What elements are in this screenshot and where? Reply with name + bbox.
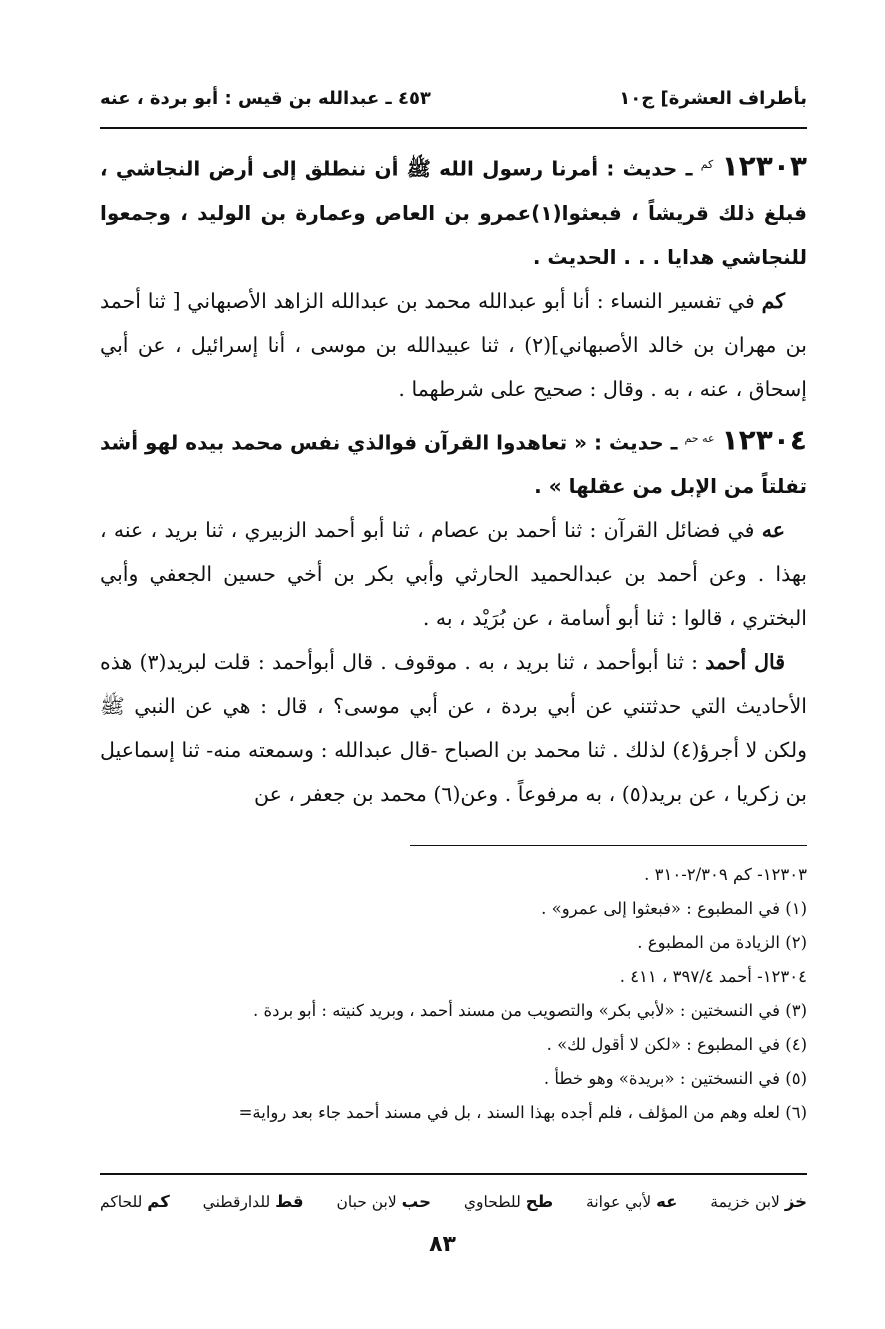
- footnotes: [100, 858, 807, 1130]
- abbreviation-code: طح: [525, 1191, 554, 1211]
- hadith-entry: [100, 417, 807, 509]
- hadith-sigla: عه حم: [684, 431, 715, 445]
- source-text: : ثنا أبوأحمد ، ثنا بريد ، به . موقوف . قال أبوأحمد : قلت لبريد(٣) هذه الأحاديث التي حدثتني عن أبي بردة ، عن أبي موسى؟ ، قال : هي عن النبي ﷺ ولكن لا أجرؤ(٤) لذلك . ثنا محمد بن الصباح -قال عبدالله : وسمعته منه- ثنا إسماعيل بن زكريا ، عن بريد(٥) ، به مرفوعاً . وعن(٦) محمد بن جعفر ، عن: [100, 650, 807, 807]
- hadith-sigla: كم: [700, 158, 714, 171]
- source-paragraph: [100, 279, 807, 411]
- source-text: في تفسير النساء : أنا أبو عبدالله محمد بن عبدالله الزاهد الأصبهاني [ ثنا أحمد بن مهران بن خالد الأصبهاني](٢) ، ثنا عبيدالله بن موسى ، أنا إسرائيل ، عن أبي إسحاق ، عنه ، به . وقال : صحيح على شرطهما .: [100, 288, 807, 401]
- abbreviation-name: للدارقطني: [202, 1192, 271, 1211]
- abbreviation-rule: [100, 1173, 807, 1175]
- header-right: بأطراف العشرة] ج١٠: [619, 87, 807, 109]
- footnote-rule: [410, 845, 807, 846]
- abbreviation-name: للطحاوي: [463, 1192, 521, 1211]
- header-left: ٤٥٣ ـ عبدالله بن قيس : أبو بردة ، عنه: [100, 87, 431, 109]
- header-rule: [100, 127, 807, 129]
- abbreviation-item: [336, 1192, 431, 1211]
- abbreviation-code: خز: [784, 1191, 807, 1211]
- running-header: [100, 80, 807, 116]
- footnote: (٥) في النسختين : «بريدة» وهو خطأ .: [543, 1069, 807, 1088]
- footnote: (٣) في النسختين : «لأبي بكر» والتصويب من مسند أحمد ، وبريد كنيته : أبو بردة .: [253, 1001, 807, 1020]
- footnote: (٦) لعله وهم من المؤلف ، فلم أجده بهذا السند ، بل في مسند أحمد جاء بعد رواية=: [238, 1103, 807, 1122]
- hadith-number: ١٢٣٠٤: [721, 423, 807, 457]
- abbreviation-key: [100, 1184, 807, 1218]
- abbreviation-name: للحاكم: [100, 1192, 143, 1211]
- abbreviation-code: حب: [401, 1191, 432, 1211]
- page-number: ٨٣: [429, 1232, 456, 1257]
- abbreviation-item: [586, 1192, 677, 1211]
- abbreviation-name: لابن حبان: [336, 1192, 397, 1211]
- footnote: ١٢٣٠٣- كم ٢/٣٠٩-٣١٠ .: [644, 865, 807, 884]
- hadith-entry: [100, 143, 807, 279]
- hadith-text: ـ حديث : « تعاهدوا القرآن فوالذي نفس محمد بيده لهو أشد تفلتاً من الإبل من عقلها » .: [100, 430, 807, 499]
- abbreviation-item: [710, 1192, 807, 1211]
- footnote: (٤) في المطبوع : «لكن لا أقول لك» .: [546, 1035, 807, 1054]
- abbreviation-item: [464, 1192, 553, 1211]
- abbreviation-item: [100, 1192, 170, 1211]
- abbreviation-item: [203, 1192, 304, 1211]
- abbreviation-code: قط: [275, 1191, 304, 1211]
- source-lead: كم: [761, 288, 785, 313]
- source-text: في فضائل القرآن : ثنا أحمد بن عصام ، ثنا أبو أحمد الزبيري ، ثنا بريد ، عنه ، بهذا . وعن أحمد بن عبدالحميد الحارثي وأبي بكر بن أخي حسين الجعفي وأبي البختري ، قالوا : ثنا أبو أسامة ، عن بُرَيْد ، به .: [100, 518, 807, 631]
- source-lead: عه: [761, 518, 785, 543]
- source-lead: قال أحمد: [705, 650, 786, 675]
- source-paragraph: [100, 640, 807, 816]
- abbreviation-code: كم: [147, 1191, 170, 1211]
- source-paragraph: [100, 508, 807, 640]
- abbreviation-name: لابن خزيمة: [710, 1192, 780, 1211]
- abbreviation-name: لأبي عوانة: [586, 1192, 652, 1211]
- main-text: [100, 143, 807, 816]
- footnote: (٢) الزيادة من المطبوع .: [637, 933, 807, 952]
- hadith-number: ١٢٣٠٣: [721, 149, 808, 183]
- footnote: (١) في المطبوع : «فبعثوا إلى عمرو» .: [541, 899, 807, 918]
- hadith-text: ـ حديث : أمرنا رسول الله ﷺ أن ننطلق إلى أرض النجاشي ، فبلغ ذلك قريشاً ، فبعثوا(١)عمرو بن العاص وعمارة بن الوليد ، وجمعوا للنجاشي هدايا . . . الحديث .: [100, 156, 807, 269]
- footnote: ١٢٣٠٤- أحمد ٣٩٧/٤ ، ٤١١ .: [619, 967, 807, 986]
- abbreviation-code: عه: [656, 1191, 678, 1211]
